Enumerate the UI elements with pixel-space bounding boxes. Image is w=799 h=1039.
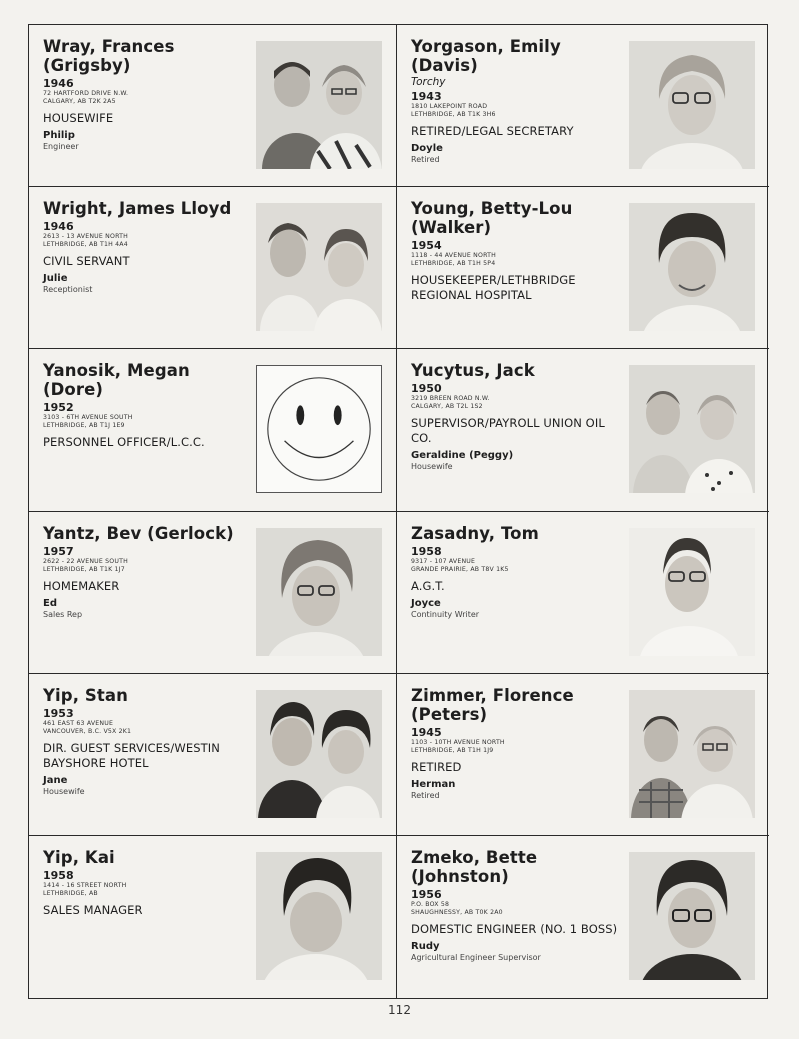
entry-address-line: 72 HARTFORD DRIVE N.W. [43, 90, 129, 97]
entry-name: Yanosik, Megan (Dore) [43, 361, 190, 400]
portrait-photo [256, 528, 382, 656]
entry-address-line: LETHBRIDGE, AB T1K 1J7 [43, 565, 125, 573]
entry-info [411, 848, 621, 962]
entry-address-line: P.O. BOX 58 [411, 900, 450, 908]
entry-occupation: HOUSEKEEPER/LETHBRIDGE REGIONAL HOSPITAL [411, 273, 576, 303]
entry-address-line: LETHBRIDGE, AB [43, 889, 98, 897]
woman-portrait-icon [629, 41, 755, 169]
entry-address-line: 1810 LAKEPOINT ROAD [411, 103, 488, 110]
entry-address-line: 1118 - 44 AVENUE NORTH [411, 252, 496, 260]
couple-portrait-icon [629, 690, 755, 818]
entry-address-line: LETHBRIDGE, AB T1K 3H6 [411, 111, 496, 118]
entry-year: 1952 [43, 401, 74, 415]
entry-address-line: 9317 - 107 AVENUE [411, 557, 476, 565]
directory-entry [29, 674, 397, 836]
directory-entry [29, 512, 397, 674]
entry-spouse: Ed [43, 597, 57, 609]
entry-address-line: SHAUGHNESSY, AB T0K 2A0 [411, 908, 503, 916]
smiley-placeholder [256, 365, 382, 493]
entry-name: Yorgason, Emily (Davis) [411, 37, 561, 75]
directory-entry [29, 25, 397, 187]
entry-info [43, 848, 243, 918]
entry-info [43, 199, 243, 294]
entry-address-line: LETHBRIDGE, AB T1H 1J9 [411, 746, 494, 754]
portrait-photo [629, 528, 755, 656]
couple-photo [629, 365, 755, 493]
entry-address-line: GRANDE PRAIRIE, AB T8V 1K5 [411, 565, 509, 573]
directory-grid [28, 24, 768, 999]
entry-occupation: CIVIL SERVANT [43, 254, 130, 269]
entry-occupation: A.G.T. [411, 578, 445, 593]
portrait-photo [256, 852, 382, 980]
couple-photo [256, 41, 382, 169]
couple-portrait-icon [256, 41, 382, 169]
entry-spouse: Philip [43, 130, 75, 141]
woman-portrait-icon [256, 528, 382, 656]
entry-info [411, 524, 621, 619]
entry-spouse: Herman [411, 778, 456, 790]
entry-name: Zmeko, Bette (Johnston) [411, 847, 538, 886]
entry-address-line: 3219 BREEN ROAD N.W. [411, 395, 490, 403]
entry-address-line: 2613 - 13 AVENUE NORTH [43, 233, 128, 241]
entry-name: Zasadny, Tom [411, 523, 539, 543]
entry-address-line: LETHBRIDGE, AB T1H 4A4 [43, 241, 128, 249]
entry-spouse-occupation: Agricultural Engineer Supervisor [411, 952, 541, 962]
entry-name: Wright, James Lloyd [43, 199, 232, 219]
entry-address-line: 1414 - 16 STREET NORTH [43, 881, 127, 889]
entry-occupation: HOMEMAKER [43, 578, 120, 593]
entry-info [411, 686, 621, 800]
entry-info [411, 361, 621, 471]
couple-photo [256, 203, 382, 331]
entry-spouse: Geraldine (Peggy) [411, 450, 514, 462]
entry-occupation: SUPERVISOR/PAYROLL UNION OIL CO. [411, 416, 605, 446]
portrait-photo [629, 41, 755, 169]
entry-year: 1950 [411, 382, 442, 396]
directory-entry [29, 349, 397, 511]
entry-year: 1956 [411, 887, 442, 901]
entry-address-line: LETHBRIDGE, AB T1H 5P4 [411, 260, 496, 268]
entry-info [43, 361, 243, 450]
entry-spouse: Rudy [411, 940, 440, 952]
entry-spouse: Joyce [411, 597, 441, 609]
entry-name: Yantz, Bev (Gerlock) [43, 523, 234, 543]
smiley-face-icon [257, 366, 381, 492]
entry-spouse-occupation: Housewife [411, 462, 453, 472]
woman-portrait-icon [629, 852, 755, 980]
entry-occupation: RETIRED [411, 759, 462, 774]
directory-entry [29, 836, 397, 998]
entry-address-line: 2622 - 22 AVENUE SOUTH [43, 557, 128, 565]
entry-address-line: 1103 - 10TH AVENUE NORTH [411, 738, 505, 746]
entry-name: Wray, Frances (Grigsby) [43, 37, 175, 75]
entry-occupation: DOMESTIC ENGINEER (NO. 1 BOSS) [411, 921, 618, 936]
entry-spouse-occupation: Sales Rep [43, 609, 83, 619]
entry-spouse: Jane [43, 774, 68, 786]
couple-portrait-icon [256, 690, 382, 818]
entry-info [43, 37, 243, 151]
entry-name: Yip, Stan [43, 685, 128, 705]
entry-spouse-occupation: Retired [411, 790, 440, 800]
entry-info [411, 199, 621, 303]
entry-year: 1958 [43, 868, 74, 882]
directory-entry [29, 187, 397, 349]
entry-year: 1945 [411, 725, 442, 739]
directory-entry [397, 187, 769, 349]
entry-address-line: LETHBRIDGE, AB T1J 1E9 [43, 422, 125, 430]
couple-portrait-icon [256, 203, 382, 331]
directory-entry [397, 836, 769, 998]
entry-year: 1953 [43, 706, 74, 720]
entry-spouse-occupation: Receptionist [43, 285, 93, 295]
entry-spouse-occupation: Retired [411, 155, 440, 164]
man-portrait-icon [629, 528, 755, 656]
entry-occupation: SALES MANAGER [43, 902, 143, 917]
entry-address-line: CALGARY, AB T2L 1S2 [411, 403, 483, 411]
entry-occupation: PERSONNEL OFFICER/L.C.C. [43, 435, 205, 450]
entry-occupation: DIR. GUEST SERVICES/WESTIN BAYSHORE HOTEL [43, 740, 220, 770]
page-number: 112 [388, 1003, 411, 1017]
entry-spouse-occupation: Engineer [43, 142, 79, 151]
entry-spouse: Doyle [411, 143, 443, 154]
entry-name: Young, Betty-Lou (Walker) [411, 199, 573, 238]
woman-portrait-icon [629, 203, 755, 331]
entry-spouse-occupation: Housewife [43, 786, 85, 796]
man-portrait-icon [256, 852, 382, 980]
couple-photo [256, 690, 382, 818]
directory-entry [397, 674, 769, 836]
directory-entry [397, 25, 769, 187]
entry-name: Zimmer, Florence (Peters) [411, 685, 574, 724]
entry-year: 1946 [43, 220, 74, 234]
portrait-photo [629, 852, 755, 980]
entry-nickname: Torchy [411, 76, 446, 88]
entry-year: 1958 [411, 544, 442, 558]
entry-spouse: Julie [43, 273, 68, 285]
directory-entry [397, 349, 769, 511]
couple-portrait-icon [629, 365, 755, 493]
entry-occupation: HOUSEWIFE [43, 111, 114, 125]
directory-entry [397, 512, 769, 674]
entry-year: 1957 [43, 544, 74, 558]
entry-name: Yucytus, Jack [411, 361, 535, 381]
entry-year: 1946 [43, 77, 74, 90]
entry-occupation: RETIRED/LEGAL SECRETARY [411, 124, 574, 138]
entry-year: 1943 [411, 90, 442, 103]
entry-spouse-occupation: Continuity Writer [411, 609, 480, 619]
entry-info [43, 524, 243, 619]
entry-address-line: 3103 - 6TH AVENUE SOUTH [43, 414, 133, 422]
entry-address-line: CALGARY, AB T2K 2A5 [43, 98, 116, 105]
entry-info [411, 37, 621, 164]
couple-photo [629, 690, 755, 818]
entry-name: Yip, Kai [43, 847, 115, 867]
entry-address-line: VANCOUVER, B.C. V5X 2K1 [43, 727, 132, 735]
entry-address-line: 461 EAST 63 AVENUE [43, 719, 114, 727]
entry-info [43, 686, 243, 796]
portrait-photo [629, 203, 755, 331]
entry-year: 1954 [411, 239, 442, 253]
